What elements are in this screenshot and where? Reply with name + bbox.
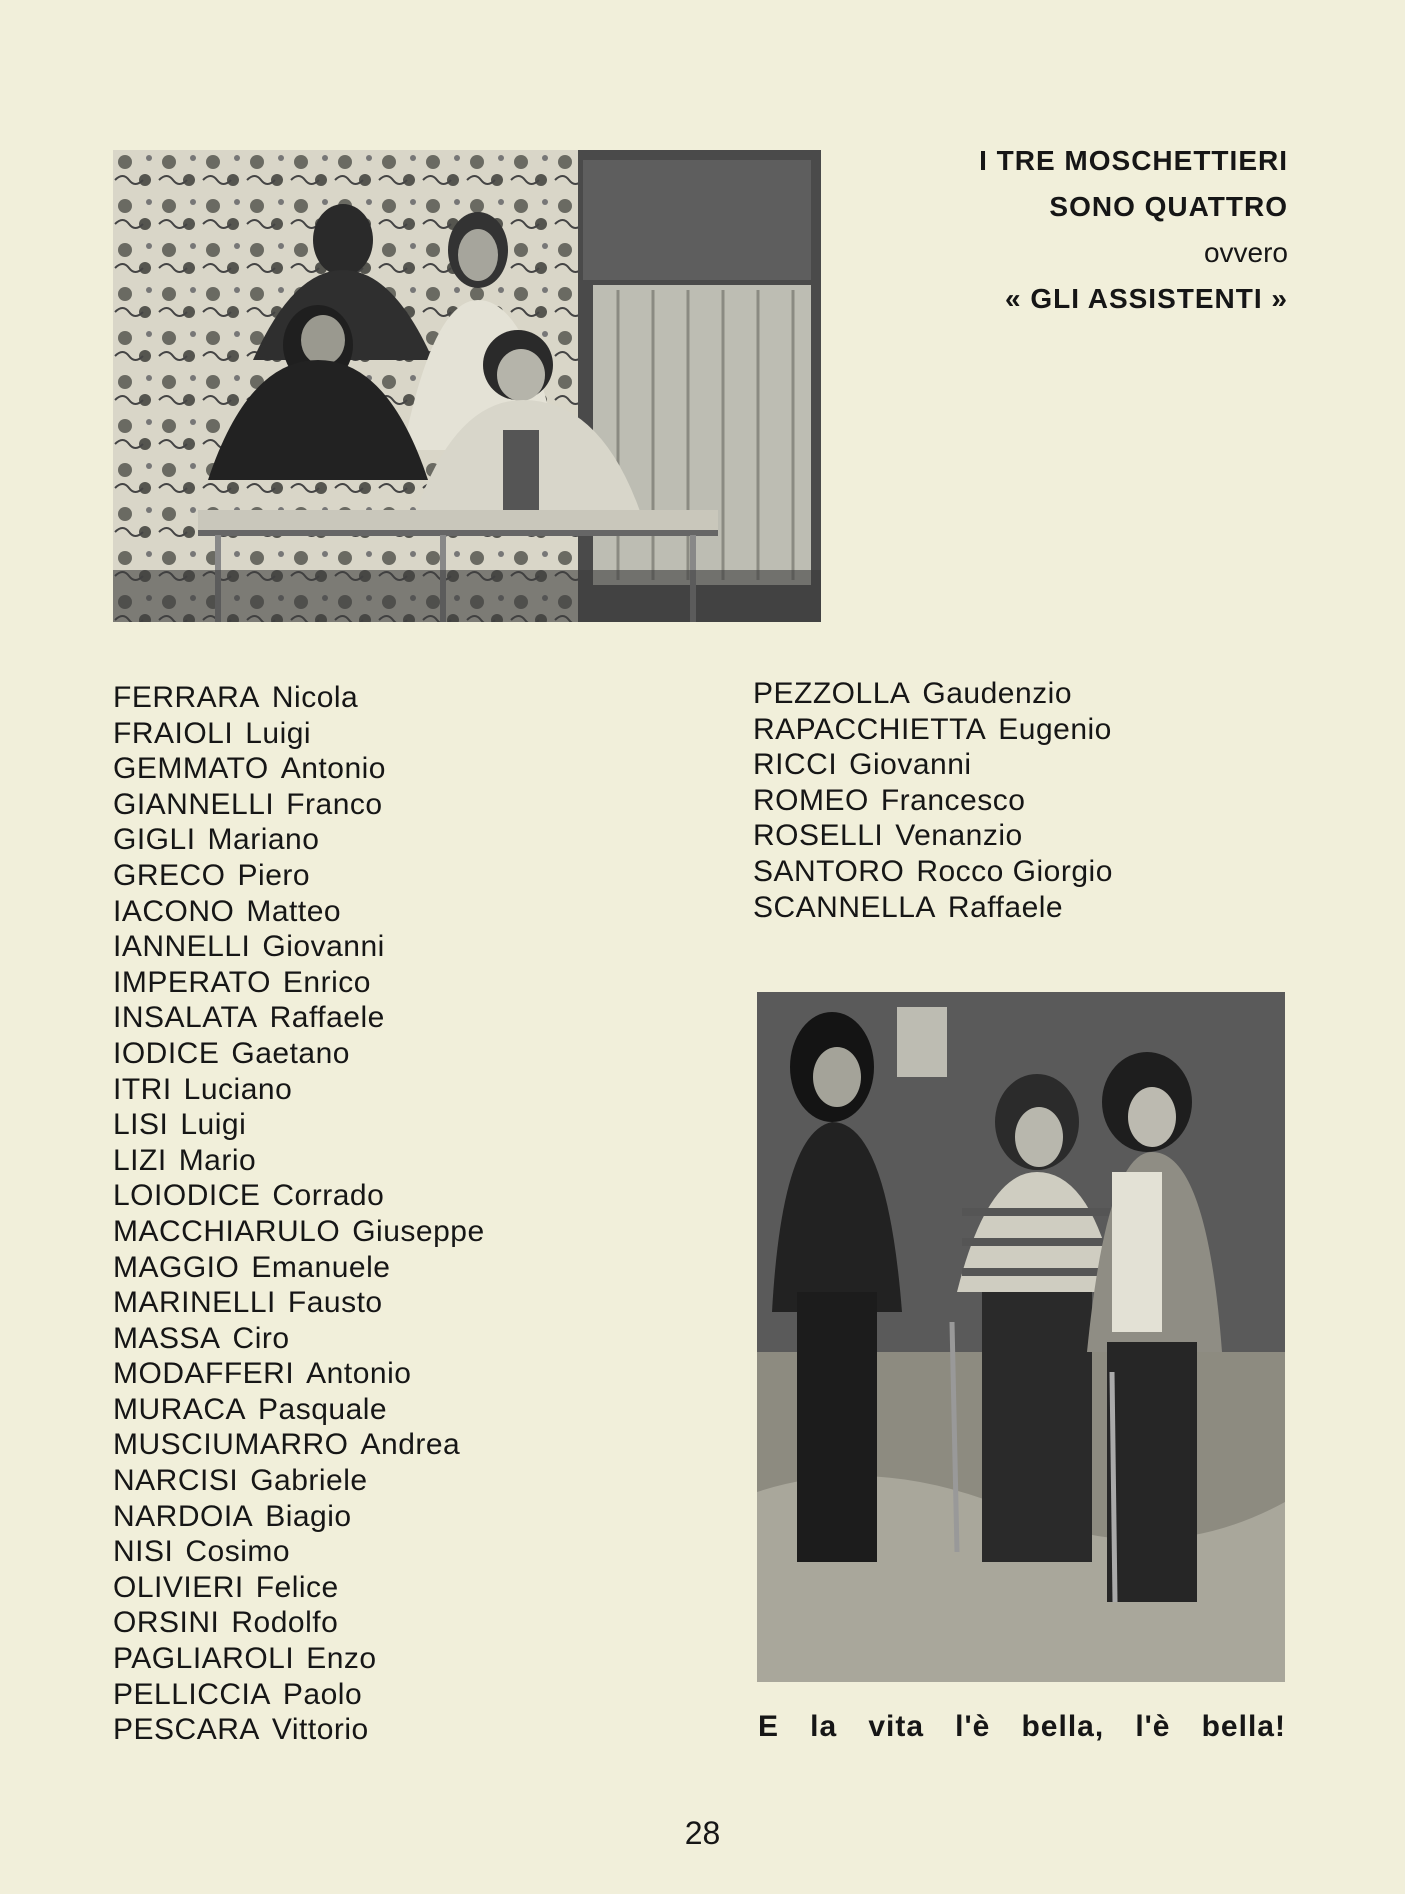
- given-name: Luigi: [245, 716, 312, 750]
- given-name: Mario: [178, 1143, 257, 1177]
- surname: ITRI: [113, 1072, 172, 1106]
- caption-line-1: I TRE MOSCHETTIERI: [979, 145, 1288, 176]
- surname: SANTORO: [753, 854, 905, 888]
- surname: NISI: [113, 1535, 174, 1569]
- surname: ORSINI: [113, 1606, 220, 1640]
- surname: GRECO: [113, 858, 226, 892]
- surname: NARDOIA: [113, 1499, 254, 1533]
- caption-word: bella,: [1021, 1710, 1105, 1743]
- name-entry: [113, 1214, 485, 1250]
- given-name: Matteo: [246, 894, 342, 928]
- given-name: Enzo: [306, 1642, 377, 1676]
- name-entry: [113, 1321, 485, 1357]
- surname: GEMMATO: [113, 752, 269, 786]
- caption-line-4: « GLI ASSISTENTI »: [1004, 283, 1288, 314]
- surname: ROMEO: [753, 783, 869, 817]
- name-entry: [113, 822, 485, 858]
- given-name: Raffaele: [947, 890, 1064, 924]
- name-entry: [113, 1463, 485, 1499]
- surname: IODICE: [113, 1036, 220, 1070]
- surname: PAGLIAROLI: [113, 1642, 295, 1676]
- caption-assistants: [979, 138, 1288, 322]
- given-name: Giovanni: [849, 748, 972, 782]
- name-entry: [753, 854, 1113, 890]
- name-entry: [113, 929, 485, 965]
- photo-assistants: [113, 150, 821, 622]
- given-name: Raffaele: [269, 1001, 385, 1035]
- surname: NARCISI: [113, 1464, 239, 1498]
- given-name: Pasquale: [258, 1392, 388, 1426]
- surname: RICCI: [753, 748, 838, 782]
- name-entry: [113, 858, 485, 894]
- name-entry: [753, 818, 1113, 854]
- surname: MAGGIO: [113, 1250, 240, 1284]
- name-entry: [113, 751, 485, 787]
- surname: FERRARA: [113, 681, 260, 714]
- given-name: Eugenio: [998, 712, 1112, 746]
- name-entry: [753, 712, 1113, 748]
- caption-line-2: SONO QUATTRO: [1049, 191, 1288, 222]
- given-name: Piero: [237, 858, 311, 892]
- surname: IMPERATO: [113, 965, 271, 999]
- name-entry: [113, 1677, 485, 1713]
- surname: OLIVIERI: [113, 1570, 244, 1604]
- name-entry: [753, 783, 1113, 819]
- surname: PESCARA: [113, 1713, 260, 1747]
- caption-word: bella!: [1201, 1710, 1286, 1743]
- given-name: Venanzio: [895, 819, 1023, 853]
- caption-word: l'è: [1135, 1710, 1171, 1743]
- given-name: Gaudenzio: [922, 677, 1072, 710]
- surname: MACCHIARULO: [113, 1214, 341, 1248]
- given-name: Enrico: [282, 965, 371, 999]
- given-name: Gaetano: [231, 1036, 350, 1070]
- surname: LOIODICE: [113, 1179, 261, 1213]
- caption-word: E: [758, 1710, 780, 1743]
- surname: IACONO: [113, 894, 235, 928]
- caption-word: la: [810, 1710, 838, 1743]
- name-entry: [113, 1570, 485, 1606]
- surname: IANNELLI: [113, 930, 251, 964]
- given-name: Rodolfo: [231, 1606, 339, 1640]
- surname: PEZZOLLA: [753, 677, 911, 710]
- name-entry: [113, 1641, 485, 1677]
- name-entry: [113, 1356, 485, 1392]
- name-entry: [753, 747, 1113, 783]
- surname: LIZI: [113, 1143, 167, 1177]
- given-name: Vittorio: [271, 1713, 369, 1747]
- given-name: Emanuele: [251, 1250, 391, 1284]
- given-name: Mariano: [207, 823, 320, 857]
- caption-la-vita: [758, 1710, 1286, 1744]
- name-entry: [113, 1499, 485, 1535]
- name-entry: [113, 965, 485, 1001]
- surname: MUSCIUMARRO: [113, 1428, 349, 1462]
- surname: INSALATA: [113, 1001, 258, 1035]
- name-entry: [113, 1534, 485, 1570]
- name-entry: [113, 787, 485, 823]
- given-name: Franco: [286, 787, 383, 821]
- name-entry: [113, 1143, 485, 1179]
- surname: GIANNELLI: [113, 787, 275, 821]
- names-list-right: [753, 676, 1113, 925]
- given-name: Rocco Giorgio: [916, 854, 1113, 888]
- surname: MARINELLI: [113, 1286, 276, 1320]
- page-number: 28: [684, 1815, 721, 1851]
- given-name: Francesco: [880, 783, 1026, 817]
- given-name: Nicola: [271, 681, 359, 714]
- surname: RAPACCHIETTA: [753, 712, 987, 746]
- given-name: Andrea: [360, 1428, 461, 1462]
- given-name: Paolo: [282, 1677, 363, 1711]
- given-name: Luciano: [183, 1072, 293, 1106]
- name-entry: [113, 680, 485, 716]
- name-entry: [113, 716, 485, 752]
- surname: FRAIOLI: [113, 716, 234, 750]
- given-name: Felice: [255, 1570, 339, 1604]
- given-name: Antonio: [306, 1357, 412, 1391]
- given-name: Luigi: [180, 1108, 247, 1142]
- surname: MODAFFERI: [113, 1357, 295, 1391]
- surname: SCANNELLA: [753, 890, 936, 924]
- surname: PELLICCIA: [113, 1677, 271, 1711]
- caption-word: vita: [868, 1710, 925, 1743]
- names-list-left: [113, 680, 485, 1748]
- name-entry: [113, 1427, 485, 1463]
- name-entry: [113, 894, 485, 930]
- name-entry: [113, 1036, 485, 1072]
- name-entry: [113, 1605, 485, 1641]
- given-name: Corrado: [272, 1179, 385, 1213]
- surname: MASSA: [113, 1321, 221, 1355]
- surname: GIGLI: [113, 823, 196, 857]
- name-entry: [113, 1285, 485, 1321]
- name-entry: [753, 676, 1113, 712]
- name-entry: [113, 1107, 485, 1143]
- given-name: Ciro: [232, 1321, 290, 1355]
- photo-three-men: [757, 992, 1285, 1682]
- surname: LISI: [113, 1108, 169, 1142]
- given-name: Cosimo: [185, 1535, 291, 1569]
- name-entry: [113, 1178, 485, 1214]
- name-entry: [113, 1072, 485, 1108]
- caption-line-3: ovvero: [1203, 237, 1288, 268]
- given-name: Antonio: [280, 752, 386, 786]
- given-name: Fausto: [287, 1286, 383, 1320]
- caption-word: l'è: [955, 1710, 991, 1743]
- given-name: Biagio: [265, 1499, 352, 1533]
- name-entry: [113, 1000, 485, 1036]
- name-entry: [753, 890, 1113, 926]
- given-name: Gabriele: [250, 1464, 368, 1498]
- name-entry: [113, 1392, 485, 1428]
- surname: MURACA: [113, 1392, 247, 1426]
- surname: ROSELLI: [753, 819, 884, 853]
- name-entry: [113, 1250, 485, 1286]
- name-entry: [113, 1712, 485, 1748]
- given-name: Giuseppe: [352, 1214, 485, 1248]
- given-name: Giovanni: [262, 930, 385, 964]
